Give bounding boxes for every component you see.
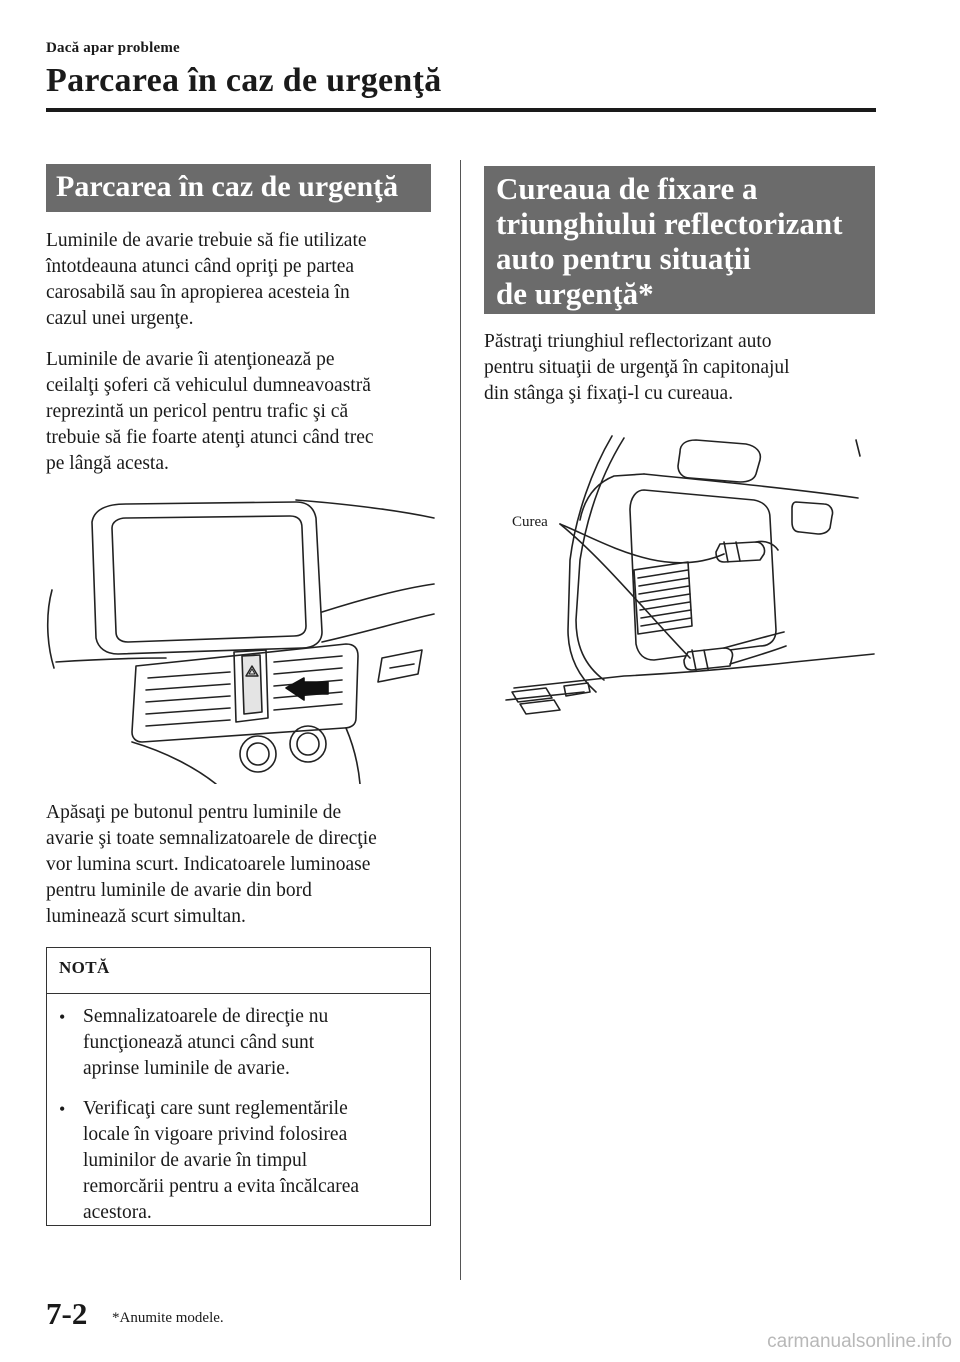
text-line: din stânga şi fixaţi-l cu cureaua. [484, 383, 734, 404]
page-number: 7-2 [46, 1296, 88, 1331]
trunk-strap-drawing [484, 430, 876, 720]
section-banner-triangle-strap [484, 166, 875, 314]
paragraph-press-button [46, 800, 377, 930]
breadcrumb: Dacă apar probleme [46, 40, 180, 56]
dashboard-hazard-button-figure [46, 492, 438, 784]
text-line: Apăsaţi pe butonul pentru luminile de [46, 802, 342, 823]
bullet-icon: • [59, 1007, 66, 1027]
text-line: pe lângă acesta. [46, 453, 169, 474]
strap-callout-label: Curea [512, 514, 548, 530]
note-list [47, 994, 430, 1226]
text-line: funcţionează atunci când sunt [83, 1032, 315, 1053]
note-item [59, 1096, 418, 1226]
paragraph-triangle-storage [484, 329, 790, 407]
note-box [46, 947, 431, 1226]
text-line: Păstraţi triunghiul reflectorizant auto [484, 331, 772, 352]
text-line: carosabilă sau în apropierea acesteia în [46, 282, 350, 303]
title-rule [46, 108, 876, 112]
text-line: Verificaţi care sunt reglementările [83, 1098, 348, 1119]
footnote: *Anumite modele. [112, 1310, 224, 1326]
text-line: Luminile de avarie îi atenţionează pe [46, 349, 335, 370]
text-line: luminează scurt simultan. [46, 906, 246, 927]
text-line: aprinse luminile de avarie. [83, 1058, 290, 1079]
paragraph-hazard-usage [46, 228, 367, 332]
text-line: luminilor de avarie în timpul [83, 1150, 308, 1171]
banner-line: triunghiului reflectorizant [496, 206, 843, 241]
paragraph-hazard-warning [46, 347, 374, 477]
watermark: carmanualsonline.info [767, 1331, 952, 1352]
banner-line: de urgenţă* [496, 276, 654, 311]
banner-line: Cureaua de fixare a [496, 171, 758, 206]
text-line: Luminile de avarie trebuie să fie utilizate [46, 230, 367, 251]
text-line: remorcării pentru a evita încălcarea [83, 1176, 360, 1197]
note-title: NOTĂ [47, 948, 430, 994]
text-line: trebuie să fie foarte atenţi atunci când trec [46, 427, 374, 448]
note-item [59, 1004, 418, 1082]
text-line: avarie şi toate semnalizatoarele de direcţie [46, 828, 377, 849]
text-line: reprezintă un pericol pentru trafic şi că [46, 401, 349, 422]
column-divider [460, 160, 461, 1280]
text-line: cazul unei urgenţe. [46, 308, 194, 329]
bullet-icon: • [59, 1099, 66, 1119]
page-title: Parcarea în caz de urgenţă [46, 62, 442, 99]
section-banner-emergency-parking: Parcarea în caz de urgenţă [46, 164, 431, 212]
text-line: locale în vigoare privind folosirea [83, 1124, 348, 1145]
text-line: ceilalţi şoferi că vehiculul dumneavoastră [46, 375, 371, 396]
text-line: pentru luminile de avarie din bord [46, 880, 312, 901]
trunk-strap-figure [484, 430, 876, 720]
text-line: vor lumina scurt. Indicatoarele luminoase [46, 854, 371, 875]
text-line: întotdeauna atunci când opriţi pe partea [46, 256, 355, 277]
banner-line: auto pentru situaţii [496, 241, 751, 276]
text-line: Semnalizatoarele de direcţie nu [83, 1006, 329, 1027]
text-line: acestora. [83, 1202, 152, 1223]
text-line: pentru situaţii de urgenţă în capitonajul [484, 357, 790, 378]
